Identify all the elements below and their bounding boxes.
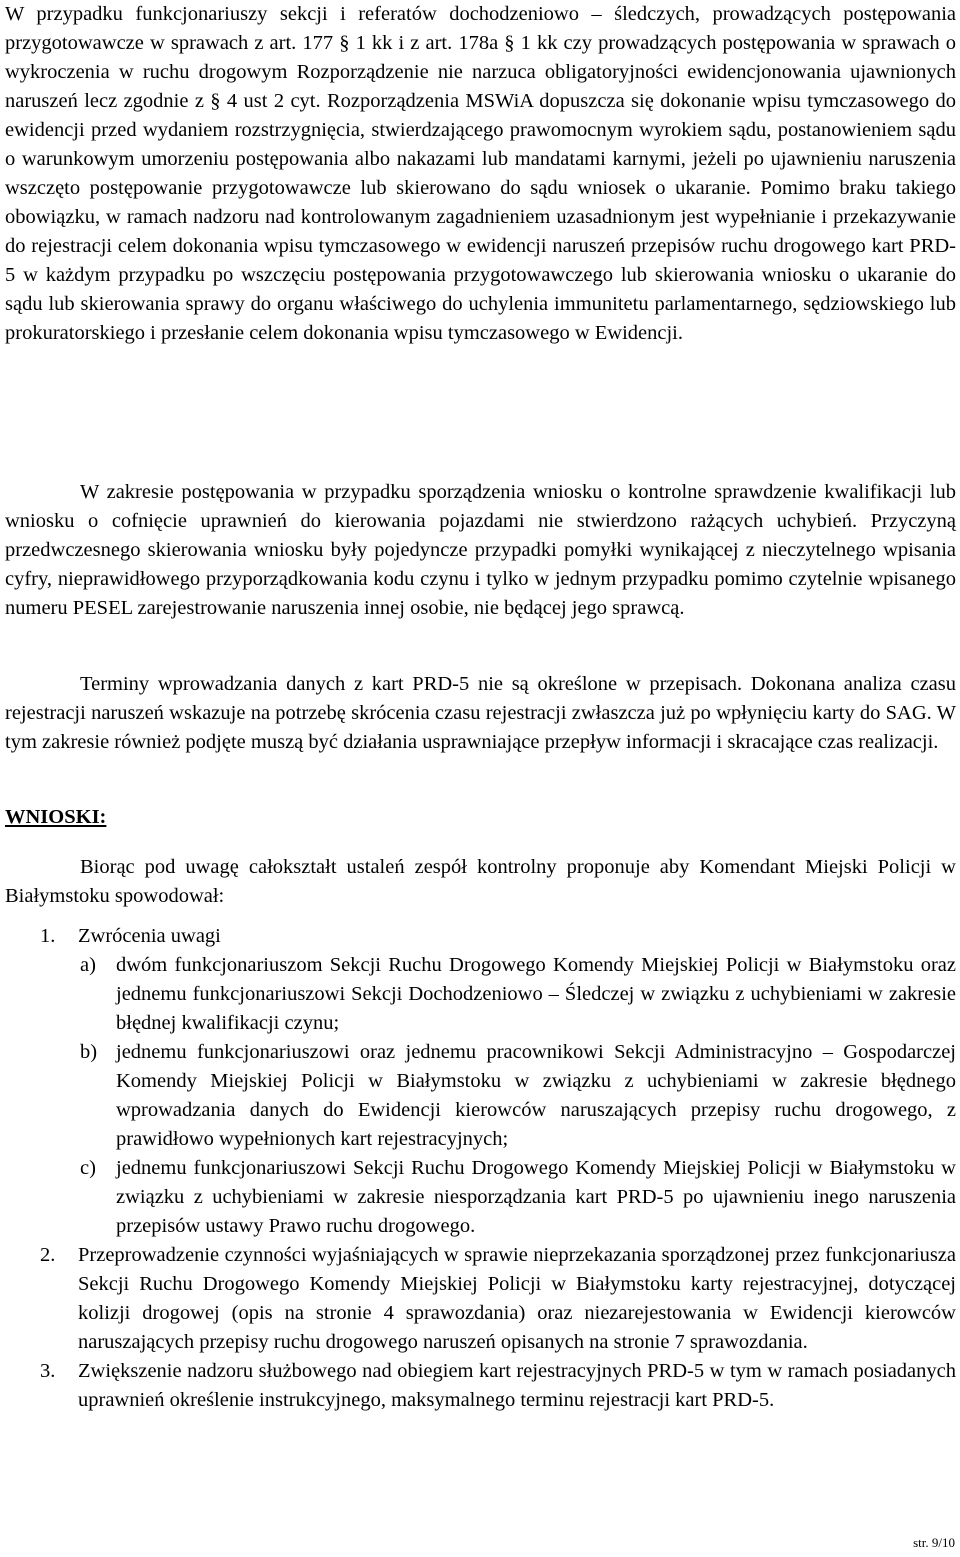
paragraph-qualification-check: W zakresie postępowania w przypadku sporządzenia wniosku o kontrolne sprawdzenie kwalifikacji lub wniosku o cofnięcie uprawnień do kierowania pojazdami nie stwierdzono rażących uchybień. Przyczyną przedwczesnego skierowania wniosku były pojedyncze przypadki pomyłki wynikającej z nieczytelnego wpisania cyfry, nieprawidłowego przyporządkowania kodu czynu i tylko w jednym przypadku pomimo czytelnie wpisanego numeru PESEL zarejestrowanie naruszenia innej osobie, nie będącej jego sprawcą. <box>5 481 956 619</box>
sub-list-item <box>5 1038 956 1154</box>
sub-list-item <box>5 951 956 1038</box>
conclusions-heading: WNIOSKI: <box>5 806 107 828</box>
paragraph-registration-deadlines: Terminy wprowadzania danych z kart PRD-5 nie są określone w przepisach. Dokonana analiza czasu rejestracji naruszeń wskazuje na potrzebę skrócenia czasu rejestracji zwłaszcza już po wpłynięciu karty do SAG. W tym zakresie również podjęte muszą być działania usprawniające przepływ informacji i skracające czas realizacji. <box>5 673 956 753</box>
list-item-text: Przeprowadzenie czynności wyjaśniających w sprawie nieprzekazania sporządzonej przez funkcjonariusza Sekcji Ruchu Drogowego Komendy Miejskiej Policji w Białymstoku karty rejestracyjnej, dotyczącej kolizji drogowej (opis na stronie 4 sprawozdania) oraz niezarejestowania w Ewidencji kierowców naruszających przepisy ruchu drogowego naruszeń opisanych na stronie 7 sprawozdania. <box>78 1244 956 1353</box>
sub-list-item-text: dwóm funkcjonariuszom Sekcji Ruchu Drogowego Komendy Miejskiej Policji w Białymstoku oraz jednemu funkcjonariuszowi Sekcji Dochodzeniowo – Śledczej w związku z uchybieniami w zakresie błędnej kwalifikacji czynu; <box>116 954 956 1034</box>
sub-list-item-text: jednemu funkcjonariuszowi oraz jednemu pracownikowi Sekcji Administracyjno – Gospodarczej Komendy Miejskiej Policji w Białymstoku w związku z uchybieniami w zakresie błędnego wprowadzania danych do Ewidencji kierowców naruszających przepisy ruchu drogowego, z prawidłowo wypełnionych kart rejestracyjnych; <box>116 1041 956 1150</box>
sub-list-item-letter: b) <box>80 1041 98 1063</box>
sub-list-item <box>5 1154 956 1241</box>
sub-list-item-letter: a) <box>80 954 96 976</box>
conclusions-intro: Biorąc pod uwagę całokształt ustaleń zespół kontrolny proponuje aby Komendant Miejski Policji w Białymstoku spowodował: <box>5 856 956 907</box>
list-item-number: 1. <box>40 925 56 947</box>
list-item-number: 2. <box>40 1244 56 1266</box>
page-number: str. 9/10 <box>913 1535 955 1550</box>
list-item <box>5 1357 956 1415</box>
list-item-text: Zwrócenia uwagi <box>78 925 221 947</box>
sub-list-item-text: jednemu funkcjonariuszowi Sekcji Ruchu Drogowego Komendy Miejskiej Policji w Białymstoku w związku z uchybieniami w zakresie niesporządzania kart PRD-5 po ujawnieniu inego naruszenia przepisów ustawy Prawo ruchu drogowego. <box>116 1157 956 1237</box>
conclusions-list <box>5 922 956 1415</box>
list-item-text: Zwiększenie nadzoru służbowego nad obiegiem kart rejestracyjnych PRD-5 w tym w ramach posiadanych uprawnień określenie instrukcyjnego, maksymalnego terminu rejestracji kart PRD-5. <box>78 1360 956 1411</box>
sub-list-item-letter: c) <box>80 1157 96 1179</box>
list-item-number: 3. <box>40 1360 56 1382</box>
list-item <box>5 1241 956 1357</box>
paragraph-records-registration: W przypadku funkcjonariuszy sekcji i referatów dochodzeniowo – śledczych, prowadzących postępowania przygotowawcze w sprawach z art. 177 § 1 kk i z art. 178a § 1 kk czy prowadzących postępowania w sprawach o wykroczenia w ruchu drogowym Rozporządzenie nie narzuca obligatoryjności ewidencjonowania ujawnionych naruszeń lecz zgodnie z § 4 ust 2 cyt. Rozporządzenia MSWiA dopuszcza się dokonanie wpisu tymczasowego do ewidencji przed wydaniem rozstrzygnięcia, stwierdzającego prawomocnym wyrokiem sądu, postanowieniem sądu o warunkowym umorzeniu postępowania albo nakazami lub mandatami karnymi, jeżeli po ujawnieniu naruszenia wszczęto postępowanie przygotowawcze lub skierowano do sądu wniosek o ukaranie. Pomimo braku takiego obowiązku, w ramach nadzoru nad kontrolowanym zagadnieniem uzasadnionym jest wypełnianie i przekazywanie do rejestracji celem dokonania wpisu tymczasowego w ewidencji naruszeń przepisów ruchu drogowego kart PRD-5 w każdym przypadku po wszczęciu postępowania przygotowawczego lub skierowania wniosku o ukaranie do sądu lub skierowania sprawy do organu właściwego do uchylenia immunitetu parlamentarnego, sędziowskiego lub prokuratorskiego i przesłanie celem dokonania wpisu tymczasowego w Ewidencji. <box>5 3 956 344</box>
list-item <box>5 922 956 1241</box>
